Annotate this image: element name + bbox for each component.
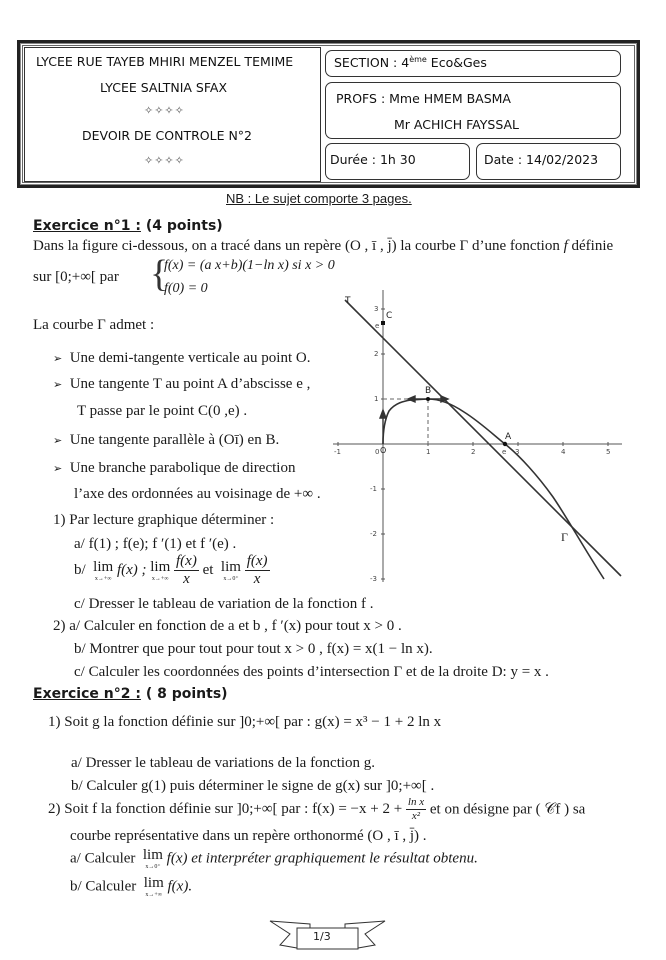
svg-text:3: 3 <box>374 305 379 313</box>
svg-text:4: 4 <box>561 448 566 456</box>
svg-text:-1: -1 <box>370 485 377 493</box>
question-2c: c/ Calculer les coordonnées des points d’intersection Γ et de la droite D: y = x . <box>74 664 549 680</box>
question-1: 1) Par lecture graphique déterminer : <box>53 512 275 528</box>
svg-text:5: 5 <box>606 448 611 456</box>
svg-text:e: e <box>502 448 507 456</box>
question-1c: c/ Dresser le tableau de variation de la fonction f . <box>74 596 374 612</box>
ornament-top: ✧✧✧✧ <box>144 104 185 117</box>
svg-text:T: T <box>345 296 351 306</box>
profs-line-2: Mr ACHICH FAYSSAL <box>394 117 520 132</box>
svg-text:C: C <box>386 311 393 321</box>
svg-text:-2: -2 <box>370 530 377 538</box>
pages-note: NB : Le sujet comporte 3 pages. <box>226 191 412 206</box>
ornament-bottom: ✧✧✧✧ <box>144 154 185 167</box>
svg-text:-3: -3 <box>370 575 377 583</box>
question-1a: a/ f(1) ; f(e); f ′(1) et f ′(e) . <box>74 536 237 552</box>
bullet-3: ➢ Une tangente parallèle à (Oī) en B. <box>53 432 280 448</box>
ex2-question-2a: a/ Calculer lim x→0⁺ f(x) et interpréter graphiquement le résultat obtenu. <box>70 847 478 870</box>
ex2-question-1: 1) Soit g la fonction définie sur ]0;+∞[ par : g(x) = x³ − 1 + 2 ln x <box>48 714 442 730</box>
bullet-4-continued: l’axe des ordonnées au voisinage de +∞ . <box>74 486 321 502</box>
svg-text:O: O <box>380 446 387 455</box>
ex2-question-2: 2) Soit f la fonction définie sur ]0;+∞[ par : f(x) = −x + 2 + $\frac{\text{ln x}}{\text{x²}}$ et on désigne par ( 𝒞f ) sa <box>48 796 586 822</box>
definition-domain: sur [0;+∞[ par <box>33 269 119 285</box>
svg-text:2: 2 <box>374 350 379 358</box>
svg-text:-1: -1 <box>334 448 341 456</box>
svg-text:1: 1 <box>426 448 431 456</box>
ex2-question-1a: a/ Dresser le tableau de variations de la fonction g. <box>71 755 376 771</box>
school-name-2: LYCEE SALTNIA SFAX <box>100 80 228 95</box>
question-1b: b/ lim x→+∞ f(x) ; lim x→+∞ $\frac{f(x)}{x}$ et lim x→0⁺ $\frac{f(x)}{x}$ <box>74 553 268 587</box>
duration-text: Durée : 1h 30 <box>330 152 416 167</box>
ex2-question-1b: b/ Calculer g(1) puis déterminer le signe de g(x) sur ]0;+∞[ . <box>71 778 435 794</box>
exercise1-intro: Dans la figure ci-dessous, on a tracé dans un repère (O , ī , j̄) la courbe Γ d’une fonction f définie <box>33 238 614 254</box>
curve-admits: La courbe Γ admet : <box>33 317 155 333</box>
brace: { <box>150 253 169 295</box>
bullet-2-continued: T passe par le point C(0 ,e) . <box>77 403 248 419</box>
tangent-T <box>345 300 621 576</box>
bullet-2: ➢ Une tangente T au point A d’abscisse e , <box>53 376 311 392</box>
svg-text:0: 0 <box>375 448 380 456</box>
exercise2-title: Exercice n°2 : ( 8 points) <box>33 686 228 702</box>
bullet-1: ➢ Une demi-tangente verticale au point O. <box>53 350 311 366</box>
definition-case-1: f(x) = (a x+b)(1−ln x) si x > 0 <box>164 258 335 273</box>
svg-text:3: 3 <box>515 448 520 456</box>
svg-text:B: B <box>425 386 432 396</box>
page-number: 1/3 <box>313 930 331 943</box>
svg-text:Γ: Γ <box>561 530 568 544</box>
exercise1-title: Exercice n°1 : (4 points) <box>33 218 223 234</box>
question-2a: 2) a/ Calculer en fonction de a et b , f ′(x) pour tout x > 0 . <box>53 618 402 634</box>
definition-case-2: f(0) = 0 <box>164 281 208 296</box>
date-text: Date : 14/02/2023 <box>484 152 599 167</box>
profs-line-1: PROFS : Mme HMEM BASMA <box>336 91 511 106</box>
ex2-question-2-continued: courbe représentative dans un repère orthonormé (O , ī , j̄) . <box>70 828 427 844</box>
section-text: SECTION : 4ème Eco&Ges <box>334 55 487 71</box>
school-name-1: LYCEE RUE TAYEB MHIRI MENZEL TEMIME <box>36 54 294 69</box>
svg-text:e: e <box>375 322 380 330</box>
svg-text:2: 2 <box>471 448 476 456</box>
curve-gamma <box>383 399 604 579</box>
bullet-4: ➢ Une branche parabolique de direction <box>53 460 296 476</box>
exam-title: DEVOIR DE CONTROLE N°2 <box>82 128 253 143</box>
question-2b: b/ Montrer que pour tout pour tout x > 0 , f(x) = x(1 − ln x). <box>74 641 433 657</box>
ex2-question-2b: b/ Calculer lim x→+∞ f(x). <box>70 875 193 898</box>
svg-text:1: 1 <box>374 395 379 403</box>
svg-text:A: A <box>505 432 512 442</box>
